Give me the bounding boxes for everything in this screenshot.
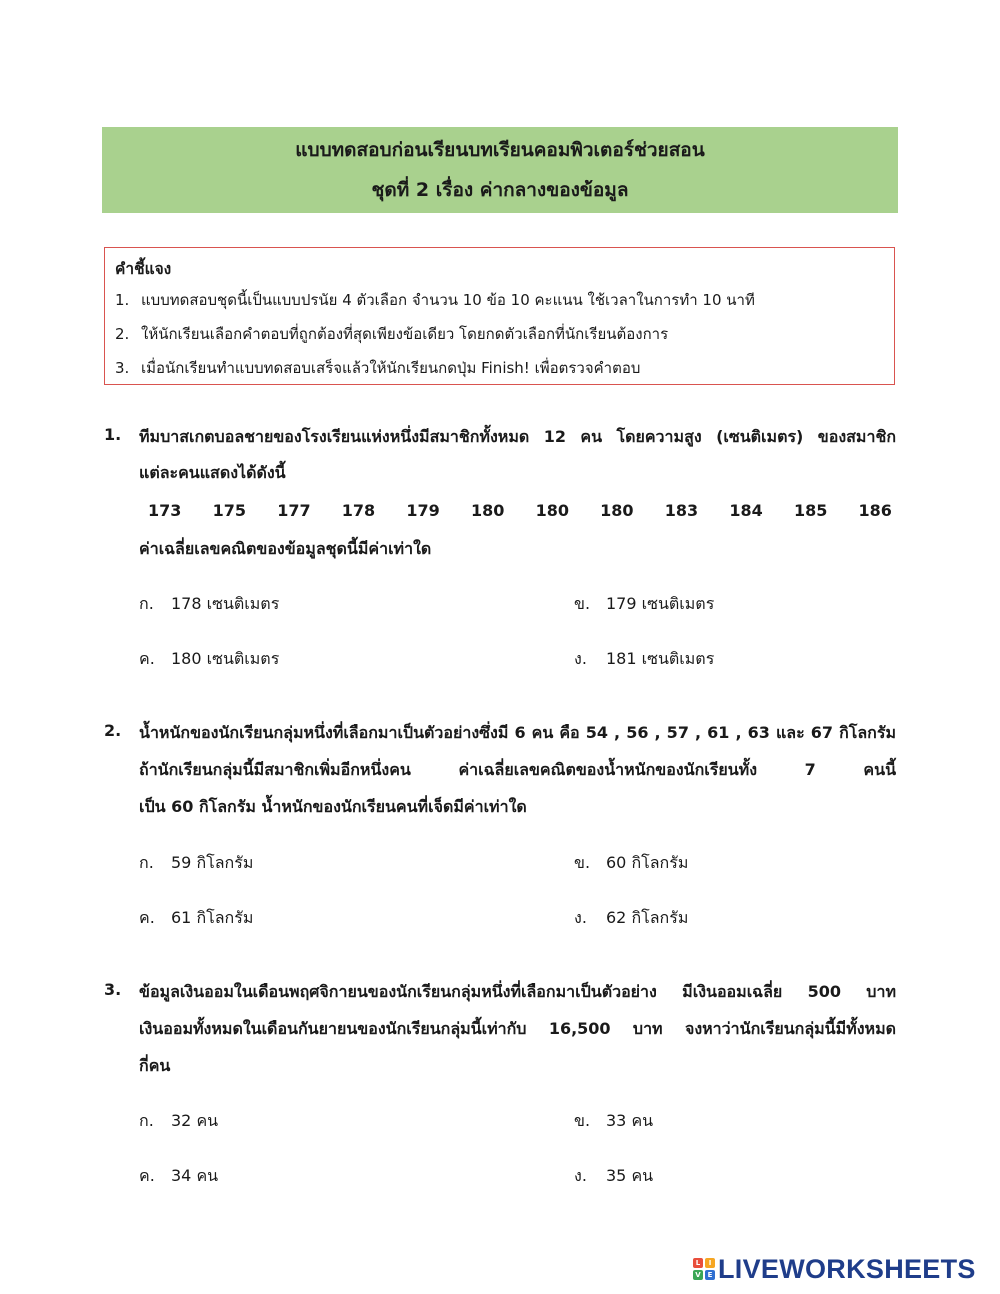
q1-choice-a[interactable] [139,592,279,617]
question-number: 2. [104,721,122,740]
question-text: เงินออมทั้งหมดในเดือนกันยายนของนักเรียนกลุ่มนี้เท่ากับ 16,500 บาท จงหาว่านักเรียนกลุ่มนี้มีทั้งหมด [139,1019,896,1038]
data-value: 180 [600,501,634,520]
choice-text: 180 เซนติเมตร [171,649,280,668]
choice-text: 34 คน [171,1166,219,1185]
choice-label: ง. [574,1166,587,1185]
q1-choice-b[interactable] [574,592,714,617]
question-text: เป็น 60 กิโลกรัม น้ำหนักของนักเรียนคนที่เจ็ดมีค่าเท่าใด [139,797,527,816]
q3-choice-a[interactable] [139,1109,218,1134]
question-text: แต่ละคนแสดงได้ดังนี้ [139,463,286,482]
q2-choice-d[interactable] [574,906,688,931]
question-text: น้ำหนักของนักเรียนกลุ่มหนึ่งที่เลือกมาเป็นตัวอย่างซึ่งมี 6 คน คือ 54 , 56 , 57 , 61 , 63 และ 67 กิโลกรัม [139,723,896,742]
height-data-row [148,501,892,520]
instruction-number: 1. [115,291,130,309]
choice-label: ค. [139,908,155,927]
instruction-text: ให้นักเรียนเลือกคำตอบที่ถูกต้องที่สุดเพียงข้อเดียว โดยกดตัวเลือกที่นักเรียนต้องการ [141,325,669,343]
logo-block: E [705,1270,715,1280]
question-text: กี่คน [139,1056,171,1075]
instruction-item [115,322,668,346]
data-value: 178 [341,501,376,520]
q2-choice-c[interactable] [139,906,253,931]
logo-text: LIVEWORKSHEETS [718,1253,976,1284]
data-value: 185 [793,501,828,520]
q3-choice-b[interactable] [574,1109,653,1134]
choice-label: ง. [574,908,587,927]
choice-text: 32 คน [171,1111,219,1130]
question-1 [104,425,899,675]
choice-label: ก. [139,1111,154,1130]
choice-text: 178 เซนติเมตร [171,594,280,613]
question-number: 1. [104,425,122,444]
choice-text: 35 คน [606,1166,654,1185]
instructions-box [104,247,895,385]
data-value: 184 [729,501,763,520]
data-value: 175 [212,501,246,520]
choice-text: 59 กิโลกรัม [171,853,254,872]
q1-choice-c[interactable] [139,647,279,672]
logo-block: I [705,1258,715,1268]
data-value: 183 [664,501,699,520]
data-value: 173 [148,501,182,520]
q3-choice-c[interactable] [139,1164,218,1189]
choice-label: ง. [574,649,587,668]
choice-label: ก. [139,853,154,872]
choice-text: 61 กิโลกรัม [171,908,254,927]
data-value: 186 [858,501,892,520]
choice-label: ค. [139,649,155,668]
instruction-text: แบบทดสอบชุดนี้เป็นแบบปรนัย 4 ตัวเลือก จำนวน 10 ข้อ 10 คะแนน ใช้เวลาในการทำ 10 นาที [141,291,755,309]
choice-label: ข. [574,594,591,613]
header-title: แบบทดสอบก่อนเรียนบทเรียนคอมพิวเตอร์ช่วยสอน [295,139,705,161]
choice-label: ก. [139,594,154,613]
question-text: ทีมบาสเกตบอลชายของโรงเรียนแห่งหนึ่งมีสมาชิกทั้งหมด 12 คน โดยความสูง (เซนติเมตร) ของสมาชิก [139,427,896,446]
header-subtitle: ชุดที่ 2 เรื่อง ค่ากลางของข้อมูล [371,179,629,201]
logo-block: L [693,1258,703,1268]
choice-label: ค. [139,1166,155,1185]
q1-choice-d[interactable] [574,647,714,672]
choice-text: 181 เซนติเมตร [606,649,715,668]
question-number: 3. [104,980,122,999]
question-prompt: ค่าเฉลี่ยเลขคณิตของข้อมูลชุดนี้มีค่าเท่าใด [139,539,432,558]
question-text: ถ้านักเรียนกลุ่มนี้มีสมาชิกเพิ่มอีกหนึ่งคน ค่าเฉลี่ยเลขคณิตของน้ำหนักของนักเรียนทั้ง 7 คนนี้ [139,760,896,779]
q2-choice-a[interactable] [139,851,253,876]
worksheet-header [102,127,898,213]
logo-blocks-icon [693,1258,715,1280]
instruction-text: เมื่อนักเรียนทำแบบทดสอบเสร็จแล้วให้นักเรียนกดปุ่ม Finish! เพื่อตรวจคำตอบ [141,359,641,377]
instruction-item [115,288,755,312]
q2-choice-b[interactable] [574,851,688,876]
choice-text: 62 กิโลกรัม [606,908,689,927]
logo-block: V [693,1270,703,1280]
liveworksheets-logo [693,1255,976,1283]
choice-text: 179 เซนติเมตร [606,594,715,613]
question-2 [104,721,899,831]
instruction-number: 3. [115,359,130,377]
instructions-title: คำชี้แจง [115,260,172,278]
data-value: 180 [470,501,505,520]
q3-choice-d[interactable] [574,1164,653,1189]
choice-text: 60 กิโลกรัม [606,853,689,872]
choice-text: 33 คน [606,1111,654,1130]
choice-label: ข. [574,1111,591,1130]
choice-label: ข. [574,853,591,872]
data-value: 179 [406,501,440,520]
data-value: 180 [535,501,569,520]
question-text: ข้อมูลเงินออมในเดือนพฤศจิกายนของนักเรียนกลุ่มหนึ่งที่เลือกมาเป็นตัวอย่าง มีเงินออมเฉลี่ย 500 บาท [139,982,896,1001]
instruction-item [115,356,640,380]
question-3 [104,980,899,1090]
data-value: 177 [277,501,311,520]
instruction-number: 2. [115,325,130,343]
